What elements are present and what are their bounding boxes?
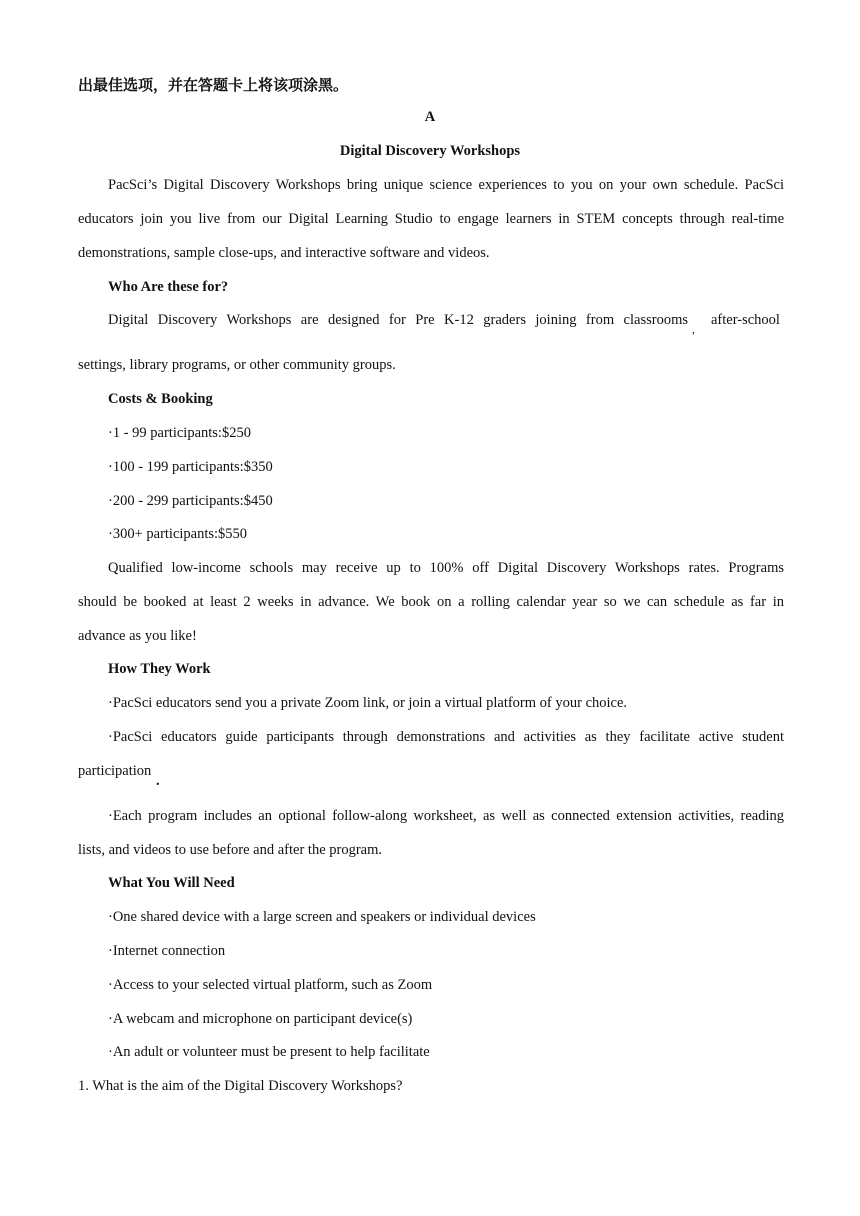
how-item-2-line-2: participation	[78, 763, 152, 779]
page-title: Digital Discovery Workshops	[339, 143, 521, 159]
how-item-3-line-2: lists, and videos to use before and after the program.	[78, 842, 383, 858]
costs-note-line-3: advance as you like!	[78, 628, 197, 644]
who-heading: Who Are these for?	[108, 279, 229, 295]
need-item: ·An adult or volunteer must be present to help facilitate	[108, 1044, 430, 1060]
how-item-3-line-1: ·Each program includes an optional follow-along worksheet, as well as connected extension activities, reading	[108, 808, 784, 824]
intro-line-1: PacSci’s Digital Discovery Workshops bring unique science experiences to you on your own schedule. PacSci	[108, 177, 784, 193]
how-heading: How They Work	[108, 661, 211, 677]
header-instruction: 出最佳选项，并在答题卡上将该项涂黑。	[78, 76, 349, 94]
cost-item: ·300+ participants:$550	[108, 526, 248, 542]
intro-line-3: demonstrations, sample close-ups, and interactive software and videos.	[78, 245, 490, 261]
how-item-2-dot: .	[156, 773, 160, 789]
who-line-1: Digital Discovery Workshops are designed for Pre K-12 graders joining from classrooms	[108, 312, 688, 328]
need-heading: What You Will Need	[108, 875, 235, 891]
who-line-1-end: after-school	[711, 312, 780, 328]
question-1: 1. What is the aim of the Digital Discovery Workshops?	[78, 1078, 403, 1094]
cost-item: ·1 - 99 participants:$250	[108, 425, 251, 441]
cost-item: ·100 - 199 participants:$350	[108, 459, 273, 475]
cost-item: ·200 - 299 participants:$450	[108, 493, 273, 509]
section-letter: A	[424, 109, 436, 125]
need-item: ·Access to your selected virtual platform, such as Zoom	[108, 977, 433, 993]
who-comma: ,	[692, 322, 695, 336]
costs-heading: Costs & Booking	[108, 391, 213, 407]
who-line-2: settings, library programs, or other community groups.	[78, 357, 396, 373]
costs-note-line-2: should be booked at least 2 weeks in advance. We book on a rolling calendar year so we can schedule as far in	[78, 594, 784, 610]
need-item: ·A webcam and microphone on participant device(s)	[108, 1011, 413, 1027]
need-item: ·One shared device with a large screen and speakers or individual devices	[108, 909, 536, 925]
need-item: ·Internet connection	[108, 943, 226, 959]
how-item-2-line-1: ·PacSci educators guide participants through demonstrations and activities as they facilitate active student	[108, 729, 784, 745]
intro-line-2: educators join you live from our Digital Learning Studio to engage learners in STEM concepts through real-time	[78, 211, 784, 227]
costs-note-line-1: Qualified low-income schools may receive up to 100% off Digital Discovery Workshops rates. Programs	[108, 560, 784, 576]
how-item-1: ·PacSci educators send you a private Zoom link, or join a virtual platform of your choice.	[108, 695, 628, 711]
